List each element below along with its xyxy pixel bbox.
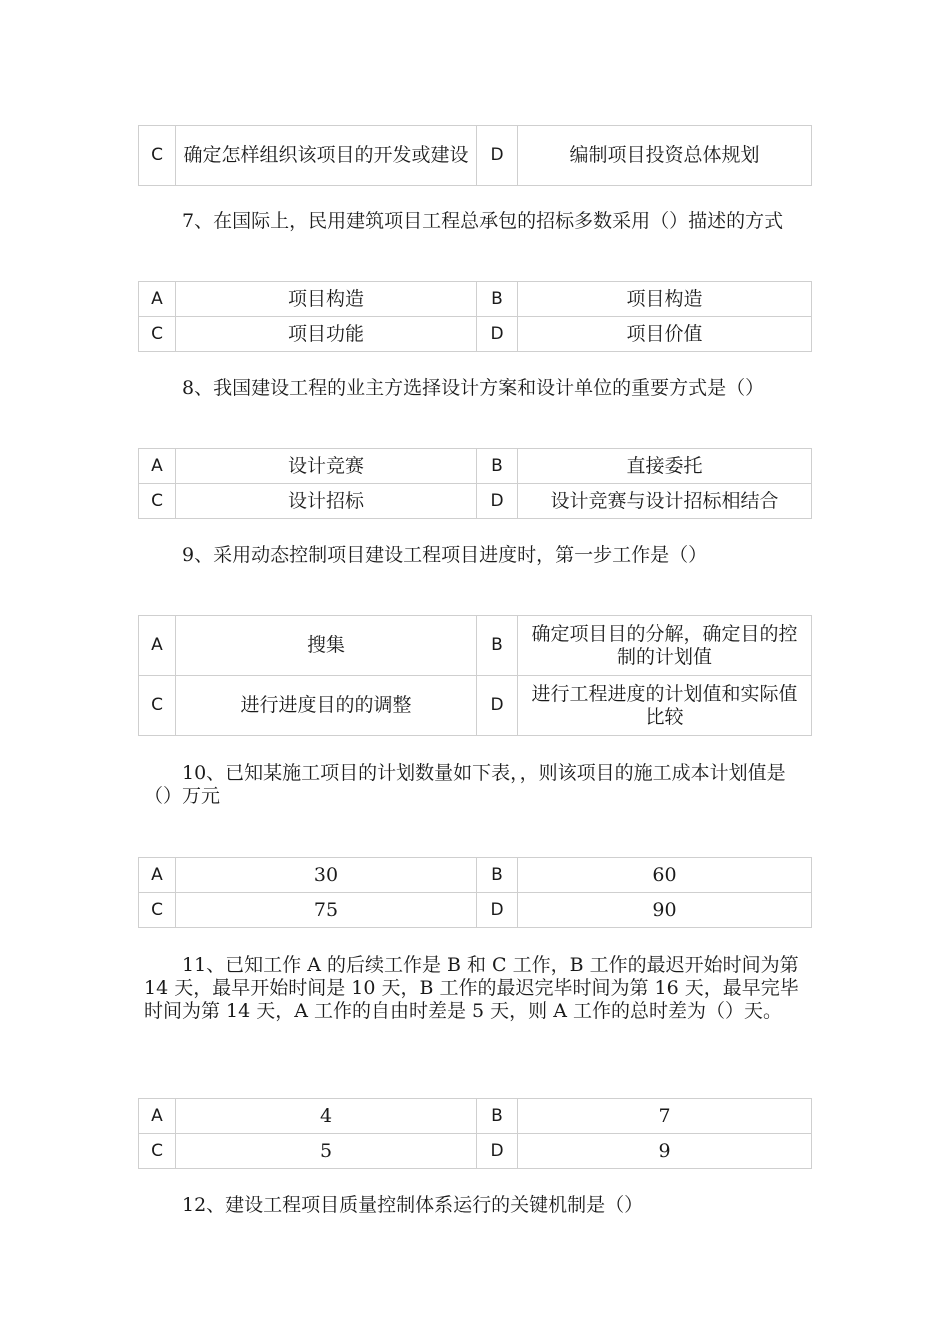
option-text: 确定项目目的分解，确定目的控制的计划值 (518, 616, 812, 676)
option-letter: A (139, 449, 176, 484)
option-letter: D (477, 126, 518, 186)
option-letter: B (477, 1099, 518, 1134)
option-letter: B (477, 449, 518, 484)
option-row (139, 893, 812, 928)
option-text: 直接委托 (518, 449, 812, 484)
question-10-text: 10、已知某施工项目的计划数量如下表，，则该项目的施工成本计划值是（）万元 (144, 762, 786, 807)
option-text: 9 (518, 1134, 812, 1169)
options-table-q9 (138, 615, 812, 736)
question-11-text: 11、已知工作 A 的后续工作是 B 和 C 工作，B 工作的最迟开始时间为第 14 天，最早开始时间是 10 天，B 工作的最迟完毕时间为第 16 天，最早完毕时间为第 14 天，A 工作的自由时差是 5 天，则 A 工作的总时差为（）天。 (144, 954, 799, 1022)
option-text: 设计竞赛 (176, 449, 477, 484)
option-text: 项目价值 (518, 317, 812, 352)
question-7-text: 7、在国际上，民用建筑项目工程总承包的招标多数采用（）描述的方式 (182, 210, 784, 232)
option-letter: D (477, 893, 518, 928)
option-text: 5 (176, 1134, 477, 1169)
option-text: 90 (518, 893, 812, 928)
question-9-text: 9、采用动态控制项目建设工程项目进度时，第一步工作是（） (182, 544, 708, 566)
option-letter: B (477, 282, 518, 317)
option-text: 设计招标 (176, 484, 477, 519)
option-letter: A (139, 1099, 176, 1134)
option-row (139, 1134, 812, 1169)
option-text: 搜集 (176, 616, 477, 676)
option-letter: D (477, 317, 518, 352)
option-row (139, 126, 812, 186)
option-row (139, 616, 812, 676)
option-text: 75 (176, 893, 477, 928)
options-table-q7 (138, 281, 812, 352)
option-letter: C (139, 893, 176, 928)
option-text: 设计竞赛与设计招标相结合 (518, 484, 812, 519)
option-letter: A (139, 858, 176, 893)
option-letter: D (477, 1134, 518, 1169)
option-text: 项目构造 (518, 282, 812, 317)
question-8-text: 8、我国建设工程的业主方选择设计方案和设计单位的重要方式是（） (182, 377, 765, 399)
option-letter: C (139, 126, 176, 186)
option-text: 4 (176, 1099, 477, 1134)
option-letter: A (139, 282, 176, 317)
option-text: 项目构造 (176, 282, 477, 317)
option-letter: B (477, 616, 518, 676)
option-row (139, 449, 812, 484)
option-text: 进行进度目的的调整 (176, 676, 477, 736)
option-text: 30 (176, 858, 477, 893)
option-row (139, 1099, 812, 1134)
option-text: 确定怎样组织该项目的开发或建设 (176, 126, 477, 186)
option-letter: B (477, 858, 518, 893)
option-text: 编制项目投资总体规划 (518, 126, 812, 186)
option-row (139, 282, 812, 317)
option-row (139, 676, 812, 736)
options-table-q6 (138, 125, 812, 186)
option-text: 60 (518, 858, 812, 893)
option-letter: A (139, 616, 176, 676)
option-row (139, 858, 812, 893)
option-letter: C (139, 317, 176, 352)
option-row (139, 484, 812, 519)
option-letter: C (139, 676, 176, 736)
question-12-text: 12、建设工程项目质量控制体系运行的关键机制是（） (182, 1194, 644, 1216)
option-text: 7 (518, 1099, 812, 1134)
option-text: 项目功能 (176, 317, 477, 352)
option-text: 进行工程进度的计划值和实际值比较 (518, 676, 812, 736)
option-letter: D (477, 484, 518, 519)
option-row (139, 317, 812, 352)
option-letter: D (477, 676, 518, 736)
options-table-q8 (138, 448, 812, 519)
option-letter: C (139, 1134, 176, 1169)
options-table-q10 (138, 857, 812, 928)
option-letter: C (139, 484, 176, 519)
options-table-q11 (138, 1098, 812, 1169)
